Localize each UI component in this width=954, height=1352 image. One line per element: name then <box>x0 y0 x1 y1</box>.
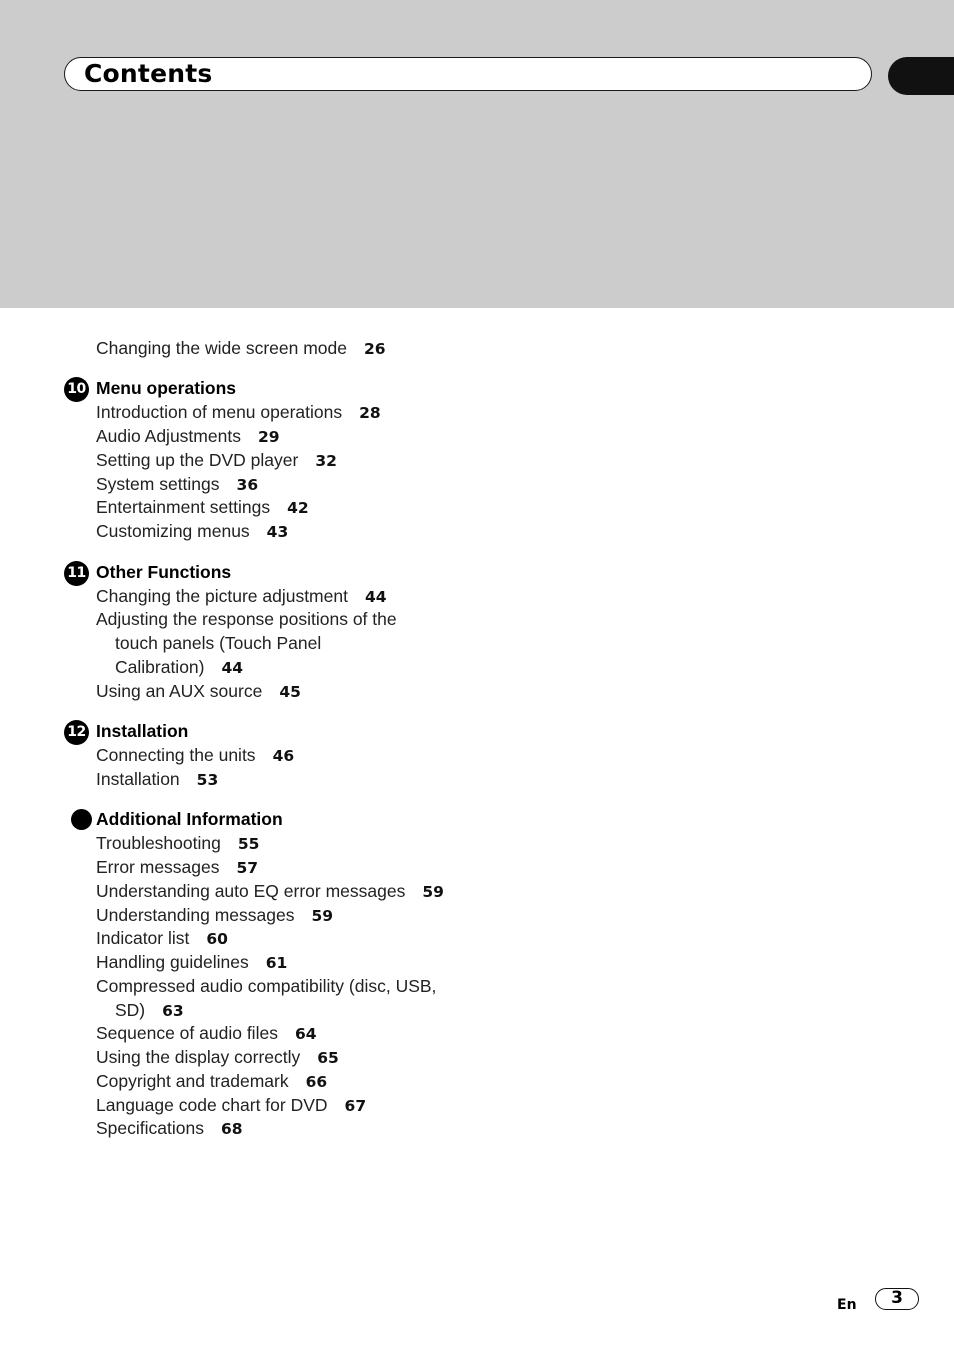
toc-entry[interactable] <box>96 904 333 927</box>
toc-entry-page: 65 <box>317 1049 339 1067</box>
toc-entry-page: 43 <box>266 523 289 541</box>
toc-entry-continuation[interactable] <box>115 999 184 1022</box>
toc-entry-label: Adjusting the response positions of the <box>96 609 397 629</box>
toc-entry-label: Using an AUX source <box>96 681 263 701</box>
toc-entry[interactable] <box>96 608 397 630</box>
toc-entry[interactable] <box>96 449 337 472</box>
section-tab <box>888 57 954 95</box>
toc-entry[interactable] <box>96 744 294 767</box>
toc-entry[interactable] <box>96 1117 243 1140</box>
toc-entry-label: touch panels (Touch Panel <box>115 633 322 653</box>
toc-entry[interactable] <box>96 473 258 496</box>
toc-entry[interactable] <box>96 585 387 608</box>
toc-entry[interactable] <box>96 1094 366 1117</box>
toc-entry[interactable] <box>96 680 301 703</box>
toc-entry[interactable] <box>96 1046 339 1069</box>
toc-entry-label: Language code chart for DVD <box>96 1095 328 1115</box>
toc-entry-label: Specifications <box>96 1118 204 1138</box>
section-number-badge: 11 <box>64 561 89 586</box>
toc-entry-label: Using the display correctly <box>96 1047 301 1067</box>
toc-entry-label: Copyright and trademark <box>96 1071 289 1091</box>
toc-entry[interactable] <box>96 975 436 997</box>
toc-entry[interactable] <box>96 880 444 903</box>
toc-entry[interactable] <box>96 768 218 791</box>
toc-entry-continuation[interactable] <box>115 656 243 679</box>
toc-entry-page: 55 <box>237 835 260 853</box>
toc-entry-page: 68 <box>220 1120 243 1138</box>
toc-entry-page: 67 <box>344 1097 367 1115</box>
toc-entry-label: Introduction of menu operations <box>96 402 343 422</box>
toc-entry-page: 57 <box>236 859 259 877</box>
toc-entry-label: SD) <box>115 1000 146 1020</box>
header-band <box>0 0 954 308</box>
toc-entry-label: Troubleshooting <box>96 833 221 853</box>
toc-entry[interactable] <box>96 1022 317 1045</box>
section-bullet-icon <box>71 809 92 830</box>
toc-entry-label: Installation <box>96 769 180 789</box>
toc-entry-page: 36 <box>236 476 259 494</box>
toc-entry-page: 29 <box>257 428 280 446</box>
section-heading[interactable]: Other Functions <box>96 562 232 582</box>
toc-entry[interactable] <box>96 856 258 879</box>
toc-entry-label: Changing the picture adjustment <box>96 586 348 606</box>
toc-entry-label: Customizing menus <box>96 521 250 541</box>
toc-entry-page: 59 <box>422 883 444 901</box>
section-number-badge: 12 <box>64 720 89 745</box>
toc-entry-label: Compressed audio compatibility (disc, USB, <box>96 976 437 996</box>
toc-entry-label: Connecting the units <box>96 745 256 765</box>
toc-entry-label: Changing the wide screen mode <box>96 338 347 358</box>
toc-entry-page: 28 <box>359 404 381 422</box>
toc-entry[interactable] <box>96 496 309 519</box>
toc-entry-label: System settings <box>96 474 220 494</box>
toc-entry-page: 32 <box>315 452 337 470</box>
toc-entry-page: 61 <box>265 954 288 972</box>
section-number-badge: 10 <box>64 377 89 402</box>
toc-entry-page: 44 <box>364 588 387 606</box>
toc-entry-label: Understanding messages <box>96 905 295 925</box>
section-heading[interactable]: Installation <box>96 721 189 741</box>
toc-entry[interactable] <box>96 951 287 974</box>
toc-entry[interactable] <box>96 832 259 855</box>
toc-entry-label: Indicator list <box>96 928 190 948</box>
toc-entry-page: 59 <box>311 907 334 925</box>
toc-entry-label: Audio Adjustments <box>96 426 241 446</box>
title-frame <box>64 57 872 91</box>
toc-entry-page: 63 <box>162 1002 184 1020</box>
toc-entry-page: 53 <box>196 771 219 789</box>
toc-entry-page: 60 <box>206 930 228 948</box>
section-heading[interactable]: Menu operations <box>96 378 237 398</box>
toc-entry-page: 44 <box>221 659 244 677</box>
toc-entry-label: Error messages <box>96 857 220 877</box>
toc-entry[interactable] <box>96 425 280 448</box>
toc-entry-page: 64 <box>294 1025 317 1043</box>
toc-entry-page: 42 <box>287 499 309 517</box>
page-number: 3 <box>875 1288 919 1310</box>
toc-entry-label: Setting up the DVD player <box>96 450 299 470</box>
toc-entry-page: 26 <box>364 340 386 358</box>
toc-entry[interactable] <box>96 927 228 950</box>
toc-entry-page: 45 <box>279 683 301 701</box>
toc-entry-label: Handling guidelines <box>96 952 249 972</box>
toc-entry-label: Calibration) <box>115 657 205 677</box>
toc-entry-label: Sequence of audio files <box>96 1023 278 1043</box>
toc-entry[interactable] <box>96 401 381 424</box>
toc-entry-label: Entertainment settings <box>96 497 271 517</box>
page-title: Contents <box>84 59 213 88</box>
section-heading[interactable]: Additional Information <box>96 809 283 829</box>
toc-entry-continuation[interactable] <box>115 632 321 654</box>
language-label: En <box>837 1297 857 1313</box>
toc-entry[interactable] <box>96 520 288 543</box>
toc-entry-page: 66 <box>305 1073 328 1091</box>
toc-entry-label: Understanding auto EQ error messages <box>96 881 406 901</box>
toc-entry[interactable] <box>96 1070 327 1093</box>
toc-entry-page: 46 <box>272 747 295 765</box>
toc-entry[interactable] <box>96 337 386 360</box>
